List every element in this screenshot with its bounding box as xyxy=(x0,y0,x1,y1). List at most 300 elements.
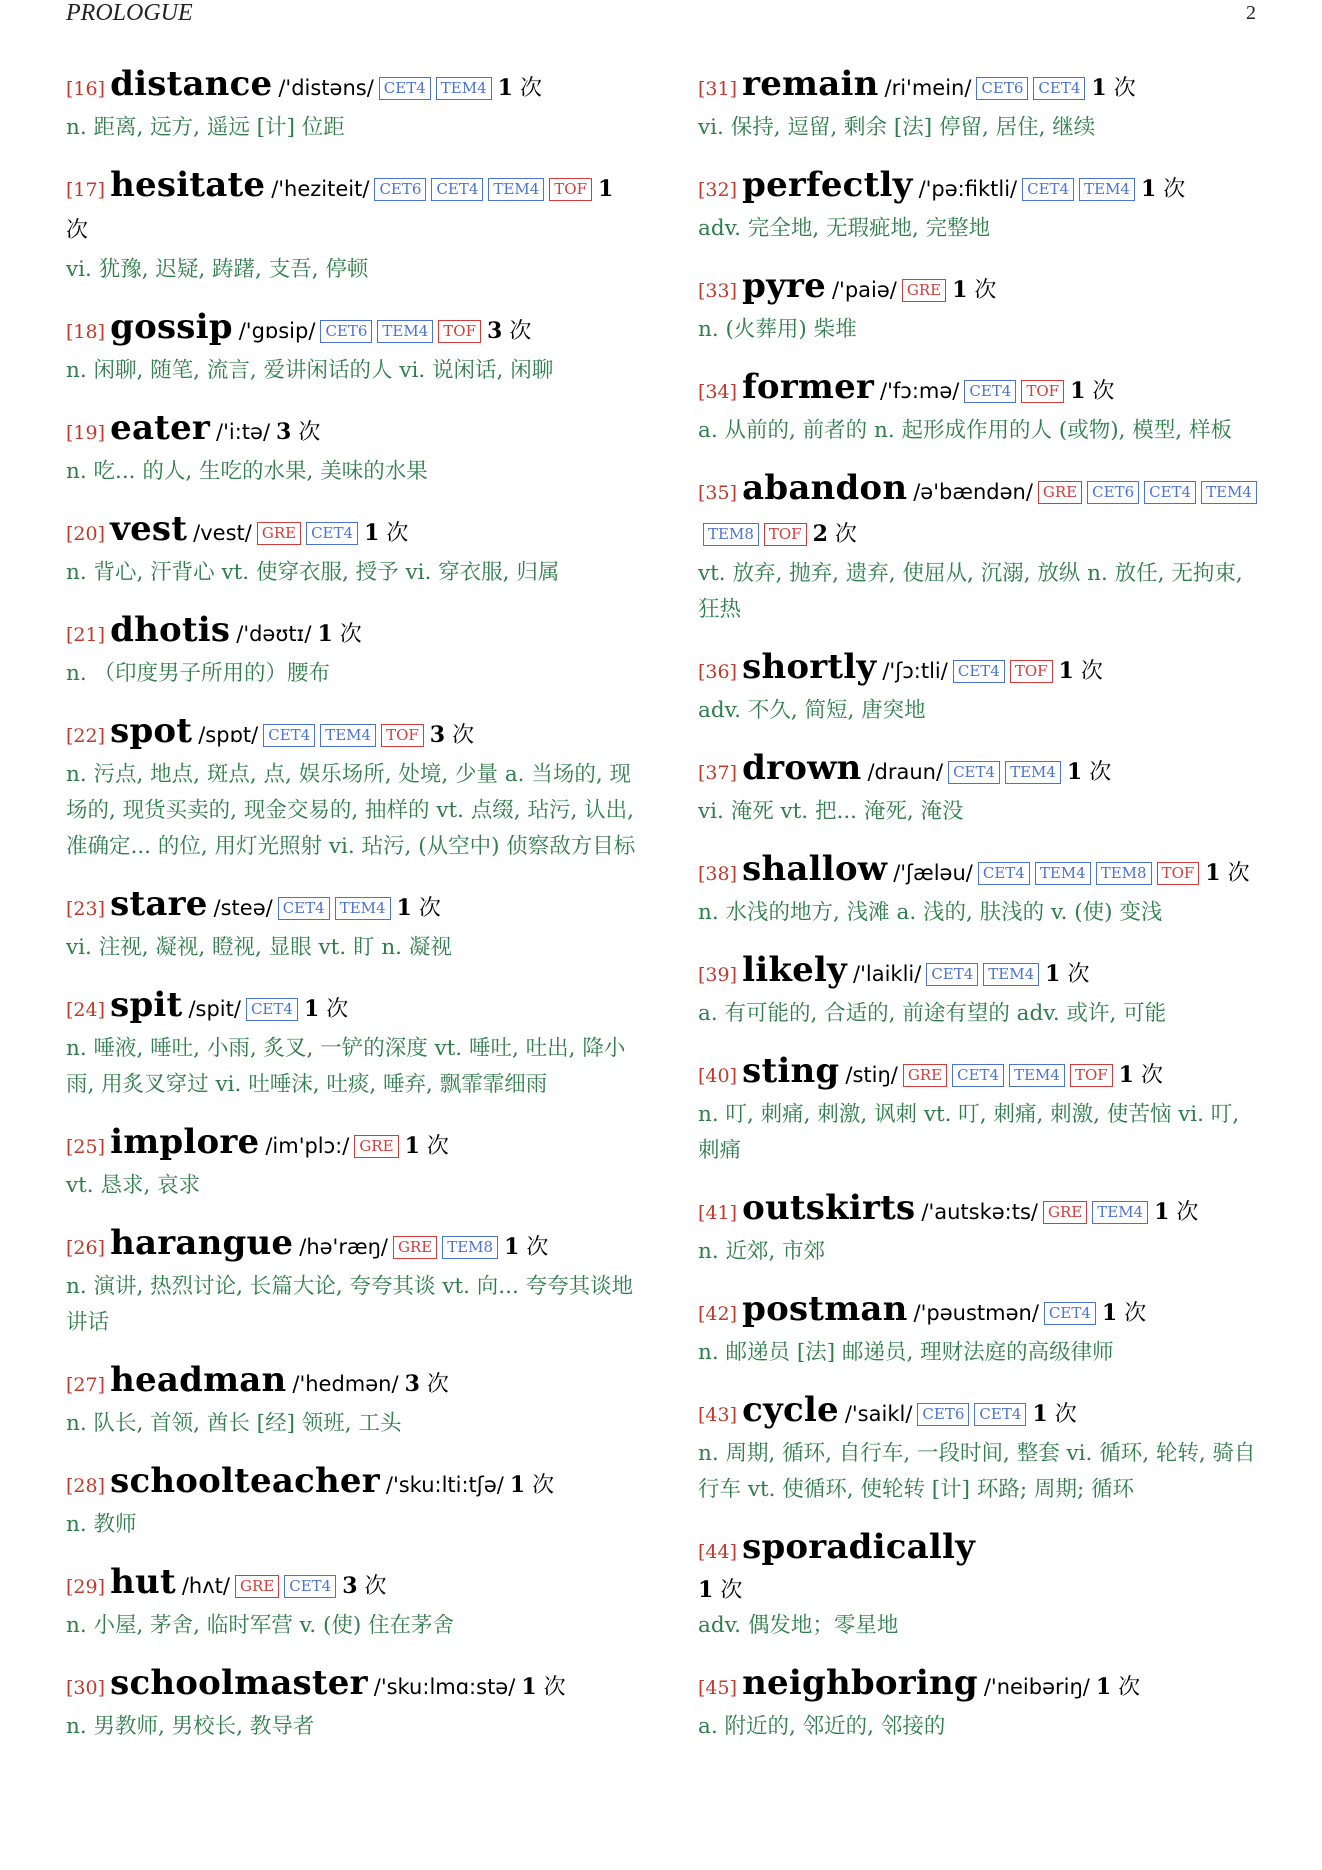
headword: schoolmaster xyxy=(110,1663,368,1703)
count-number: 1 xyxy=(1205,860,1221,886)
entry-head xyxy=(698,1289,1266,1335)
count-unit: 次 xyxy=(1124,1301,1147,1326)
exam-tag: GRE xyxy=(393,1236,437,1259)
count-unit: 次 xyxy=(1054,1402,1077,1427)
entry-head xyxy=(66,884,636,930)
vocab-entry xyxy=(698,950,1266,1032)
exam-tag: TEM4 xyxy=(1005,761,1061,784)
vocab-entry xyxy=(66,1663,636,1745)
exam-tag: CET6 xyxy=(917,1403,969,1426)
entry-index: [16] xyxy=(66,78,106,100)
entry-head xyxy=(66,509,636,555)
exam-tag: CET4 xyxy=(379,77,431,100)
entry-index: [22] xyxy=(66,725,106,747)
count-number: 3 xyxy=(404,1371,420,1397)
phonetic: /spɒt/ xyxy=(198,723,259,747)
phonetic: /'fɔ:mə/ xyxy=(880,379,960,403)
phonetic: /'dəʊtɪ/ xyxy=(236,622,312,646)
exam-tag: TEM4 xyxy=(320,724,376,747)
count-unit: 次 xyxy=(1118,1675,1141,1700)
occurrence-count xyxy=(498,76,542,101)
entry-index: [28] xyxy=(66,1475,106,1497)
entry-index: [24] xyxy=(66,999,106,1021)
count-unit: 次 xyxy=(532,1473,555,1498)
occurrence-count xyxy=(487,319,531,344)
count-number: 1 xyxy=(504,1234,520,1260)
occurrence-count xyxy=(1102,1301,1146,1326)
occurrence-count xyxy=(405,1134,449,1159)
occurrence-count xyxy=(405,1372,449,1397)
count-number: 3 xyxy=(276,419,292,445)
headword: drown xyxy=(742,748,862,788)
exam-tag: CET4 xyxy=(952,1064,1004,1087)
entry-head xyxy=(698,1663,1266,1709)
count-unit: 次 xyxy=(974,278,997,303)
phonetic: /'i:tə/ xyxy=(216,420,271,444)
exam-tag: TOF xyxy=(1070,1064,1113,1087)
headword: former xyxy=(742,367,875,407)
count-unit: 次 xyxy=(1163,177,1186,202)
occurrence-count xyxy=(698,1573,1266,1608)
entry-index: [26] xyxy=(66,1237,106,1259)
entry-index: [45] xyxy=(698,1677,738,1699)
vocab-entry xyxy=(698,1390,1266,1508)
exam-tag: TEM4 xyxy=(436,77,492,100)
entry-index: [20] xyxy=(66,523,106,545)
headword: hesitate xyxy=(110,165,266,205)
phonetic: /draun/ xyxy=(867,760,944,784)
entry-head xyxy=(66,1663,636,1709)
right-column xyxy=(698,64,1266,1764)
exam-tag: TEM4 xyxy=(1079,178,1135,201)
phonetic: /'hedmən/ xyxy=(292,1372,399,1396)
count-unit: 次 xyxy=(526,1235,549,1260)
entry-index: [32] xyxy=(698,179,738,201)
definition: a. 有可能的, 合适的, 前途有望的 adv. 或许, 可能 xyxy=(698,1001,1167,1026)
headword: remain xyxy=(742,64,879,104)
entry-head xyxy=(66,1223,636,1269)
headword: likely xyxy=(742,950,848,990)
entry-head xyxy=(698,1527,1266,1608)
count-number: 1 xyxy=(364,520,380,546)
definition: adv. 偶发地；零星地 xyxy=(698,1613,899,1638)
entry-head xyxy=(66,985,636,1031)
count-number: 1 xyxy=(597,176,614,202)
phonetic: /'sku:lmɑ:stə/ xyxy=(373,1675,516,1699)
phonetic: /ə'bændən/ xyxy=(913,480,1033,504)
entry-head xyxy=(698,165,1266,211)
exam-tag: TEM8 xyxy=(703,523,759,546)
definition: vi. 淹死 vt. 把... 淹死, 淹没 xyxy=(698,799,964,824)
exam-tag: TEM4 xyxy=(377,320,433,343)
headword: sporadically xyxy=(742,1527,976,1567)
vocab-entry xyxy=(698,849,1266,931)
vocab-entry xyxy=(66,1461,636,1543)
count-unit: 次 xyxy=(1080,659,1103,684)
vocab-entry xyxy=(66,307,636,389)
exam-tag: CET4 xyxy=(948,761,1000,784)
occurrence-count xyxy=(1091,76,1135,101)
phonetic: /'paiə/ xyxy=(831,278,897,302)
vocab-entry xyxy=(66,165,636,288)
exam-tag: TOF xyxy=(1010,660,1053,683)
exam-tag: TOF xyxy=(1157,862,1200,885)
headword: headman xyxy=(110,1360,287,1400)
vocab-entry xyxy=(698,1527,1266,1644)
vocab-entry xyxy=(698,1289,1266,1371)
entry-head xyxy=(698,1051,1266,1097)
count-number: 1 xyxy=(497,75,513,101)
exam-tag: CET4 xyxy=(246,998,298,1021)
vocab-entry xyxy=(698,266,1266,348)
vocab-entry xyxy=(66,1223,636,1341)
exam-tag: TEM4 xyxy=(1009,1064,1065,1087)
count-unit: 次 xyxy=(1089,760,1112,785)
entry-head xyxy=(66,1562,636,1608)
phonetic: /hʌt/ xyxy=(181,1574,230,1598)
exam-tag: CET4 xyxy=(1044,1302,1096,1325)
headword: gossip xyxy=(110,307,233,347)
entry-head xyxy=(698,748,1266,794)
entry-index: [41] xyxy=(698,1202,738,1224)
count-unit: 次 xyxy=(66,218,89,243)
definition: n. 闲聊, 随笔, 流言, 爱讲闲话的人 vi. 说闲话, 闲聊 xyxy=(66,358,554,383)
exam-tag: CET4 xyxy=(964,380,1016,403)
vocab-entry xyxy=(66,1122,636,1204)
definition: n. 男教师, 男校长, 教导者 xyxy=(66,1714,315,1739)
count-number: 1 xyxy=(1058,658,1074,684)
count-number: 1 xyxy=(1091,75,1107,101)
definition: n. 周期, 循环, 自行车, 一段时间, 整套 vi. 循环, 轮转, 骑自行车 vt. 使循环, 使轮转 [计] 环路; 周期; 循环 xyxy=(698,1441,1256,1502)
occurrence-count xyxy=(1070,379,1114,404)
exam-tag: TEM4 xyxy=(335,897,391,920)
definition: n. 邮递员 [法] 邮递员, 理财法庭的高级律师 xyxy=(698,1340,1114,1365)
count-unit: 次 xyxy=(834,522,857,547)
entry-head xyxy=(698,367,1266,413)
count-number: 1 xyxy=(1101,1300,1118,1326)
count-unit: 次 xyxy=(418,896,441,921)
exam-tag: TOF xyxy=(1021,380,1064,403)
headword: sting xyxy=(742,1051,840,1091)
headword: cycle xyxy=(742,1390,839,1430)
vocab-entry xyxy=(698,468,1266,628)
occurrence-count xyxy=(504,1235,548,1260)
headword: distance xyxy=(110,64,273,104)
count-number: 1 xyxy=(1045,961,1061,987)
entry-head xyxy=(698,647,1266,693)
entry-head xyxy=(698,64,1266,110)
vocab-entry xyxy=(698,367,1266,449)
entry-head xyxy=(66,1360,636,1406)
phonetic: /'ʃɔ:tli/ xyxy=(882,659,948,683)
occurrence-count xyxy=(364,521,408,546)
phonetic: /ri'mein/ xyxy=(884,76,972,100)
count-number: 1 xyxy=(1070,378,1086,404)
vocab-entry xyxy=(66,610,636,692)
count-unit: 次 xyxy=(364,1574,387,1599)
exam-tag: CET6 xyxy=(320,320,372,343)
phonetic: /stiŋ/ xyxy=(845,1063,898,1087)
entry-index: [35] xyxy=(698,482,738,504)
count-number: 1 xyxy=(509,1472,526,1498)
entry-index: [39] xyxy=(698,964,738,986)
headword: abandon xyxy=(742,468,908,508)
headword: stare xyxy=(110,884,208,924)
count-number: 1 xyxy=(303,996,320,1022)
count-number: 1 xyxy=(1032,1401,1048,1427)
definition: vi. 犹豫, 迟疑, 踌躇, 支吾, 停顿 xyxy=(66,257,369,282)
entry-head xyxy=(698,950,1266,996)
phonetic: /'pə:fiktli/ xyxy=(918,177,1018,201)
entry-index: [19] xyxy=(66,422,106,444)
entry-head xyxy=(66,408,636,454)
exam-tag: CET4 xyxy=(1022,178,1074,201)
occurrence-count xyxy=(1059,659,1103,684)
entry-index: [27] xyxy=(66,1374,106,1396)
vocab-entry xyxy=(66,1360,636,1442)
occurrence-count xyxy=(1067,760,1111,785)
exam-tag: GRE xyxy=(902,279,946,302)
exam-tag: CET4 xyxy=(306,522,358,545)
vocab-entry xyxy=(698,1663,1266,1745)
headword: vest xyxy=(110,509,188,549)
exam-tag: TEM8 xyxy=(442,1236,498,1259)
headword: neighboring xyxy=(742,1663,978,1703)
definition: vi. 保持, 逗留, 剩余 [法] 停留, 居住, 继续 xyxy=(698,115,1096,140)
page-number: 2 xyxy=(1246,2,1256,24)
exam-tag: TEM4 xyxy=(1201,481,1257,504)
exam-tag: CET4 xyxy=(978,862,1030,885)
exam-tag: CET4 xyxy=(278,897,330,920)
headword: postman xyxy=(742,1289,908,1329)
phonetic: /steə/ xyxy=(213,896,273,920)
exam-tag: CET4 xyxy=(263,724,315,747)
count-unit: 次 xyxy=(1113,76,1136,101)
occurrence-count xyxy=(397,896,441,921)
entry-index: [25] xyxy=(66,1136,106,1158)
entry-head xyxy=(66,307,636,353)
exam-tag: GRE xyxy=(257,522,301,545)
count-unit: 次 xyxy=(426,1134,449,1159)
occurrence-count xyxy=(510,1473,554,1498)
occurrence-count xyxy=(342,1574,386,1599)
definition: n. (火葬用) 柴堆 xyxy=(698,317,857,342)
count-unit: 次 xyxy=(339,622,362,647)
exam-tag: GRE xyxy=(235,1575,279,1598)
entry-index: [31] xyxy=(698,78,738,100)
entry-index: [18] xyxy=(66,321,106,343)
exam-tag: GRE xyxy=(1043,1201,1087,1224)
exam-tag: CET4 xyxy=(431,178,483,201)
exam-tag: TEM4 xyxy=(1035,862,1091,885)
headword: eater xyxy=(110,408,211,448)
phonetic: /'saikl/ xyxy=(844,1402,913,1426)
entry-head xyxy=(698,849,1266,895)
vocab-entry xyxy=(698,1051,1266,1169)
definition: n. 演讲, 热烈讨论, 长篇大论, 夸夸其谈 vt. 向... 夸夸其谈地讲话 xyxy=(66,1274,634,1335)
headword: spit xyxy=(110,985,183,1025)
count-unit: 次 xyxy=(386,521,409,546)
exam-tag: TEM4 xyxy=(488,178,544,201)
headword: schoolteacher xyxy=(110,1461,380,1501)
vocab-entry xyxy=(698,1188,1266,1270)
count-number: 1 xyxy=(404,1133,420,1159)
vocab-entry xyxy=(66,1562,636,1644)
entry-index: [33] xyxy=(698,280,738,302)
phonetic: /'autskə:ts/ xyxy=(921,1200,1038,1224)
definition: n. 叮, 刺痛, 刺激, 讽刺 vt. 叮, 刺痛, 刺激, 使苦恼 vi. 叮, 刺痛 xyxy=(698,1102,1240,1163)
entry-index: [36] xyxy=(698,661,738,683)
occurrence-count xyxy=(1096,1675,1140,1700)
exam-tag: CET6 xyxy=(976,77,1028,100)
entry-index: [30] xyxy=(66,1677,106,1699)
headword: spot xyxy=(110,711,193,751)
entry-index: [17] xyxy=(66,179,106,201)
section-header: PROLOGUE xyxy=(66,0,193,26)
entry-index: [40] xyxy=(698,1065,738,1087)
definition: n. 唾液, 唾吐, 小雨, 炙叉, 一铲的深度 vt. 唾吐, 吐出, 降小雨, 用炙叉穿过 vi. 吐唾沫, 吐痰, 唾弃, 飘霏霏细雨 xyxy=(66,1036,626,1097)
entry-head xyxy=(66,610,636,656)
exam-tag: TOF xyxy=(764,523,807,546)
entry-head xyxy=(66,64,636,110)
count-unit: 次 xyxy=(1227,861,1250,886)
entry-head xyxy=(66,1122,636,1168)
vocab-entry xyxy=(66,985,636,1103)
definition: a. 附近的, 邻近的, 邻接的 xyxy=(698,1714,946,1739)
definition: n. 教师 xyxy=(66,1512,137,1537)
count-number: 3 xyxy=(429,722,446,748)
occurrence-count xyxy=(1141,177,1185,202)
entry-head xyxy=(66,711,636,757)
entry-head xyxy=(698,1390,1266,1436)
exam-tag: TEM4 xyxy=(1092,1201,1148,1224)
count-unit: 次 xyxy=(509,319,532,344)
headword: shallow xyxy=(742,849,888,889)
entry-head xyxy=(698,468,1266,556)
definition: adv. 完全地, 无瑕疵地, 完整地 xyxy=(698,216,991,241)
definition: n. 吃... 的人, 生吃的水果, 美味的水果 xyxy=(66,459,428,484)
exam-tag: GRE xyxy=(903,1064,947,1087)
headword: hut xyxy=(110,1562,176,1602)
occurrence-count xyxy=(521,1675,565,1700)
exam-tag: CET6 xyxy=(374,178,426,201)
phonetic: /im'plɔ:/ xyxy=(265,1134,350,1158)
count-unit: 次 xyxy=(543,1675,566,1700)
entry-index: [44] xyxy=(698,1541,738,1563)
definition: n. 水浅的地方, 浅滩 a. 浅的, 肤浅的 v. (使) 变浅 xyxy=(698,900,1163,925)
headword: shortly xyxy=(742,647,877,687)
entry-index: [37] xyxy=(698,762,738,784)
phonetic: /'sku:lti:tʃə/ xyxy=(385,1473,504,1497)
exam-tag: CET4 xyxy=(953,660,1005,683)
count-unit: 次 xyxy=(426,1372,449,1397)
exam-tag: TOF xyxy=(549,178,592,201)
exam-tag: TEM4 xyxy=(983,963,1039,986)
exam-tag: CET4 xyxy=(926,963,978,986)
exam-tag: TEM8 xyxy=(1096,862,1152,885)
count-unit: 次 xyxy=(298,420,321,445)
headword: outskirts xyxy=(742,1188,916,1228)
entry-index: [42] xyxy=(698,1303,738,1325)
entry-head xyxy=(66,165,636,252)
occurrence-count xyxy=(276,420,320,445)
entry-index: [43] xyxy=(698,1404,738,1426)
occurrence-count xyxy=(304,997,348,1022)
definition: n. 距离, 远方, 遥远 [计] 位距 xyxy=(66,115,345,140)
phonetic: /hə'ræŋ/ xyxy=(299,1235,388,1259)
count-unit: 次 xyxy=(1140,1063,1163,1088)
definition: n. 污点, 地点, 斑点, 点, 娱乐场所, 处境, 少量 a. 当场的, 现场的, 现货买卖的, 现金交易的, 抽样的 vt. 点缀, 玷污, 认出, 准确定... 的位, 用灯光照射 vi. 玷污, (从空中) 侦察敌方目标 xyxy=(66,762,636,859)
definition: a. 从前的, 前者的 n. 起形成作用的人 (或物), 模型, 样板 xyxy=(698,418,1232,443)
count-unit: 次 xyxy=(1176,1200,1199,1225)
phonetic: /'distəns/ xyxy=(278,76,374,100)
count-number: 1 xyxy=(952,277,968,303)
count-number: 1 xyxy=(1066,759,1083,785)
entry-index: [38] xyxy=(698,863,738,885)
definition: n. 近郊, 市郊 xyxy=(698,1239,826,1264)
definition: vt. 恳求, 哀求 xyxy=(66,1173,201,1198)
entry-index: [23] xyxy=(66,898,106,920)
count-unit: 次 xyxy=(720,1578,743,1603)
definition: adv. 不久, 简短, 唐突地 xyxy=(698,698,926,723)
definition: vi. 注视, 凝视, 瞪视, 显眼 vt. 盯 n. 凝视 xyxy=(66,935,452,960)
definition: n. 小屋, 茅舍, 临时军营 v. (使) 住在茅舍 xyxy=(66,1613,455,1638)
exam-tag: CET4 xyxy=(974,1403,1026,1426)
count-unit: 次 xyxy=(1067,962,1090,987)
phonetic: /'pəustmən/ xyxy=(913,1301,1039,1325)
phonetic: /'heziteit/ xyxy=(271,177,370,201)
headword: dhotis xyxy=(110,610,231,650)
entry-index: [29] xyxy=(66,1576,106,1598)
headword: harangue xyxy=(110,1223,294,1263)
headword: pyre xyxy=(742,266,826,306)
occurrence-count xyxy=(1045,962,1089,987)
occurrence-count xyxy=(317,622,361,647)
entry-head xyxy=(698,266,1266,312)
vocab-entry xyxy=(66,884,636,966)
occurrence-count xyxy=(430,723,474,748)
entry-head xyxy=(698,1188,1266,1234)
exam-tag: GRE xyxy=(354,1135,398,1158)
exam-tag: CET4 xyxy=(284,1575,336,1598)
definition: vt. 放弃, 抛弃, 遗弃, 使屈从, 沉溺, 放纵 n. 放任, 无拘束, 狂热 xyxy=(698,561,1243,622)
count-number: 1 xyxy=(396,895,412,921)
entry-index: [21] xyxy=(66,624,106,646)
count-number: 3 xyxy=(487,318,503,344)
exam-tag: CET6 xyxy=(1087,481,1139,504)
count-number: 3 xyxy=(342,1573,358,1599)
count-number: 1 xyxy=(317,621,333,647)
count-number: 1 xyxy=(698,1577,714,1603)
count-number: 1 xyxy=(1140,176,1157,202)
occurrence-count xyxy=(1205,861,1249,886)
occurrence-count xyxy=(1119,1063,1163,1088)
count-number: 1 xyxy=(1118,1062,1134,1088)
vocab-entry xyxy=(66,408,636,490)
vocab-entry xyxy=(698,165,1266,247)
vocab-entry xyxy=(698,64,1266,146)
definition: n. （印度男子所用的）腰布 xyxy=(66,661,331,686)
count-unit: 次 xyxy=(452,723,475,748)
exam-tag: CET4 xyxy=(1144,481,1196,504)
count-number: 1 xyxy=(1095,1674,1112,1700)
entry-index: [34] xyxy=(698,381,738,403)
phonetic: /'ʃæləu/ xyxy=(893,861,973,885)
exam-tag: GRE xyxy=(1038,481,1082,504)
count-number: 2 xyxy=(812,521,828,547)
definition: n. 背心, 汗背心 vt. 使穿衣服, 授予 vi. 穿衣服, 归属 xyxy=(66,560,560,585)
definition: n. 队长, 首领, 酋长 [经] 领班, 工头 xyxy=(66,1411,402,1436)
